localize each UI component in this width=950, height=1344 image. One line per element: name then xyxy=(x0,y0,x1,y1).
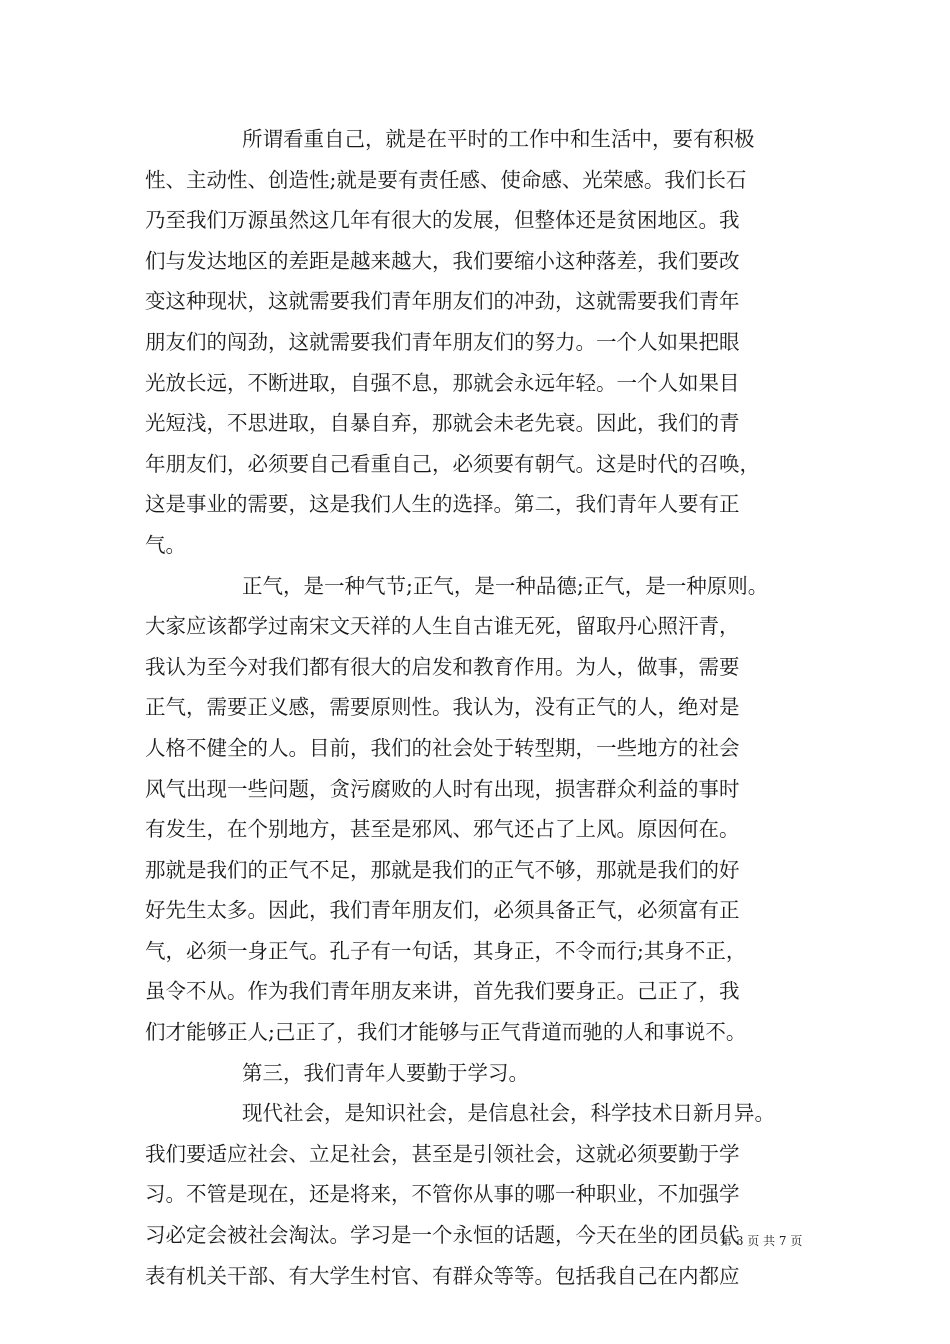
text-line: 们才能够正人;己正了，我们才能够与正气背道而驰的人和事说不。 xyxy=(145,1020,747,1045)
text-line: 年朋友们，必须要自己看重自己，必须要有朝气。这是时代的召唤， xyxy=(145,451,760,476)
text-line: 乃至我们万源虽然这几年有很大的发展，但整体还是贫困地区。我 xyxy=(145,208,740,233)
text-line: 我认为至今对我们都有很大的启发和教育作用。为人，做事，需要 xyxy=(145,654,740,679)
text-line: 人格不健全的人。目前，我们的社会处于转型期，一些地方的社会 xyxy=(145,735,740,760)
text-line: 变这种现状，这就需要我们青年朋友们的冲劲，这就需要我们青年 xyxy=(145,289,740,314)
page-number: 第 3 页 共 7 页 xyxy=(720,1234,803,1248)
text-line: 光短浅，不思进取，自暴自弃，那就会未老先衰。因此，我们的青 xyxy=(145,411,740,436)
text-line: 有发生，在个别地方，甚至是邪风、邪气还占了上风。原因何在。 xyxy=(145,817,740,842)
body-text xyxy=(145,119,810,1296)
text-line: 风气出现一些问题，贪污腐败的人时有出现，损害群众利益的事时 xyxy=(145,776,740,801)
text-line: 们与发达地区的差距是越来越大，我们要缩小这种落差，我们要改 xyxy=(145,248,740,273)
text-line: 所谓看重自己，就是在平时的工作中和生活中，要有积极 xyxy=(242,127,755,151)
text-line: 我们要适应社会、立足社会，甚至是引领社会，这就必须要勤于学 xyxy=(145,1141,740,1166)
text-line: 习。不管是现在，还是将来，不管你从事的哪一种职业，不加强学 xyxy=(145,1182,740,1207)
text-line: 习必定会被社会淘汰。学习是一个永恒的话题，今天在坐的团员代 xyxy=(145,1223,740,1248)
text-line: 这是事业的需要，这是我们人生的选择。第二，我们青年人要有正 xyxy=(145,492,740,517)
text-line: 虽令不从。作为我们青年朋友来讲，首先我们要身正。己正了，我 xyxy=(145,979,740,1004)
text-line: 那就是我们的正气不足，那就是我们的正气不够，那就是我们的好 xyxy=(145,857,740,882)
text-line: 表有机关干部、有大学生村官、有群众等等。包括我自己在内都应 xyxy=(145,1263,740,1288)
text-line: 气。 xyxy=(145,532,186,557)
text-line: 气，必须一身正气。孔子有一句话，其身正，不令而行;其身不正， xyxy=(145,938,747,963)
text-line: 正气，是一种气节;正气，是一种品德;正气，是一种原则。 xyxy=(242,573,769,598)
text-line: 第三，我们青年人要勤于学习。 xyxy=(242,1060,529,1085)
text-line: 大家应该都学过南宋文天祥的人生自古谁无死，留取丹心照汗青， xyxy=(145,614,740,639)
text-line: 朋友们的闯劲，这就需要我们青年朋友们的努力。一个人如果把眼 xyxy=(145,329,740,354)
text-line: 现代社会，是知识社会，是信息社会，科学技术日新月异。 xyxy=(242,1101,775,1126)
text-line: 性、主动性、创造性;就是要有责任感、使命感、光荣感。我们长石 xyxy=(145,167,747,192)
text-line: 好先生太多。因此，我们青年朋友们，必须具备正气，必须富有正 xyxy=(145,898,740,923)
text-line: 光放长远，不断进取，自强不息，那就会永远年轻。一个人如果目 xyxy=(145,370,740,395)
text-line: 正气，需要正义感，需要原则性。我认为，没有正气的人，绝对是 xyxy=(145,695,740,720)
